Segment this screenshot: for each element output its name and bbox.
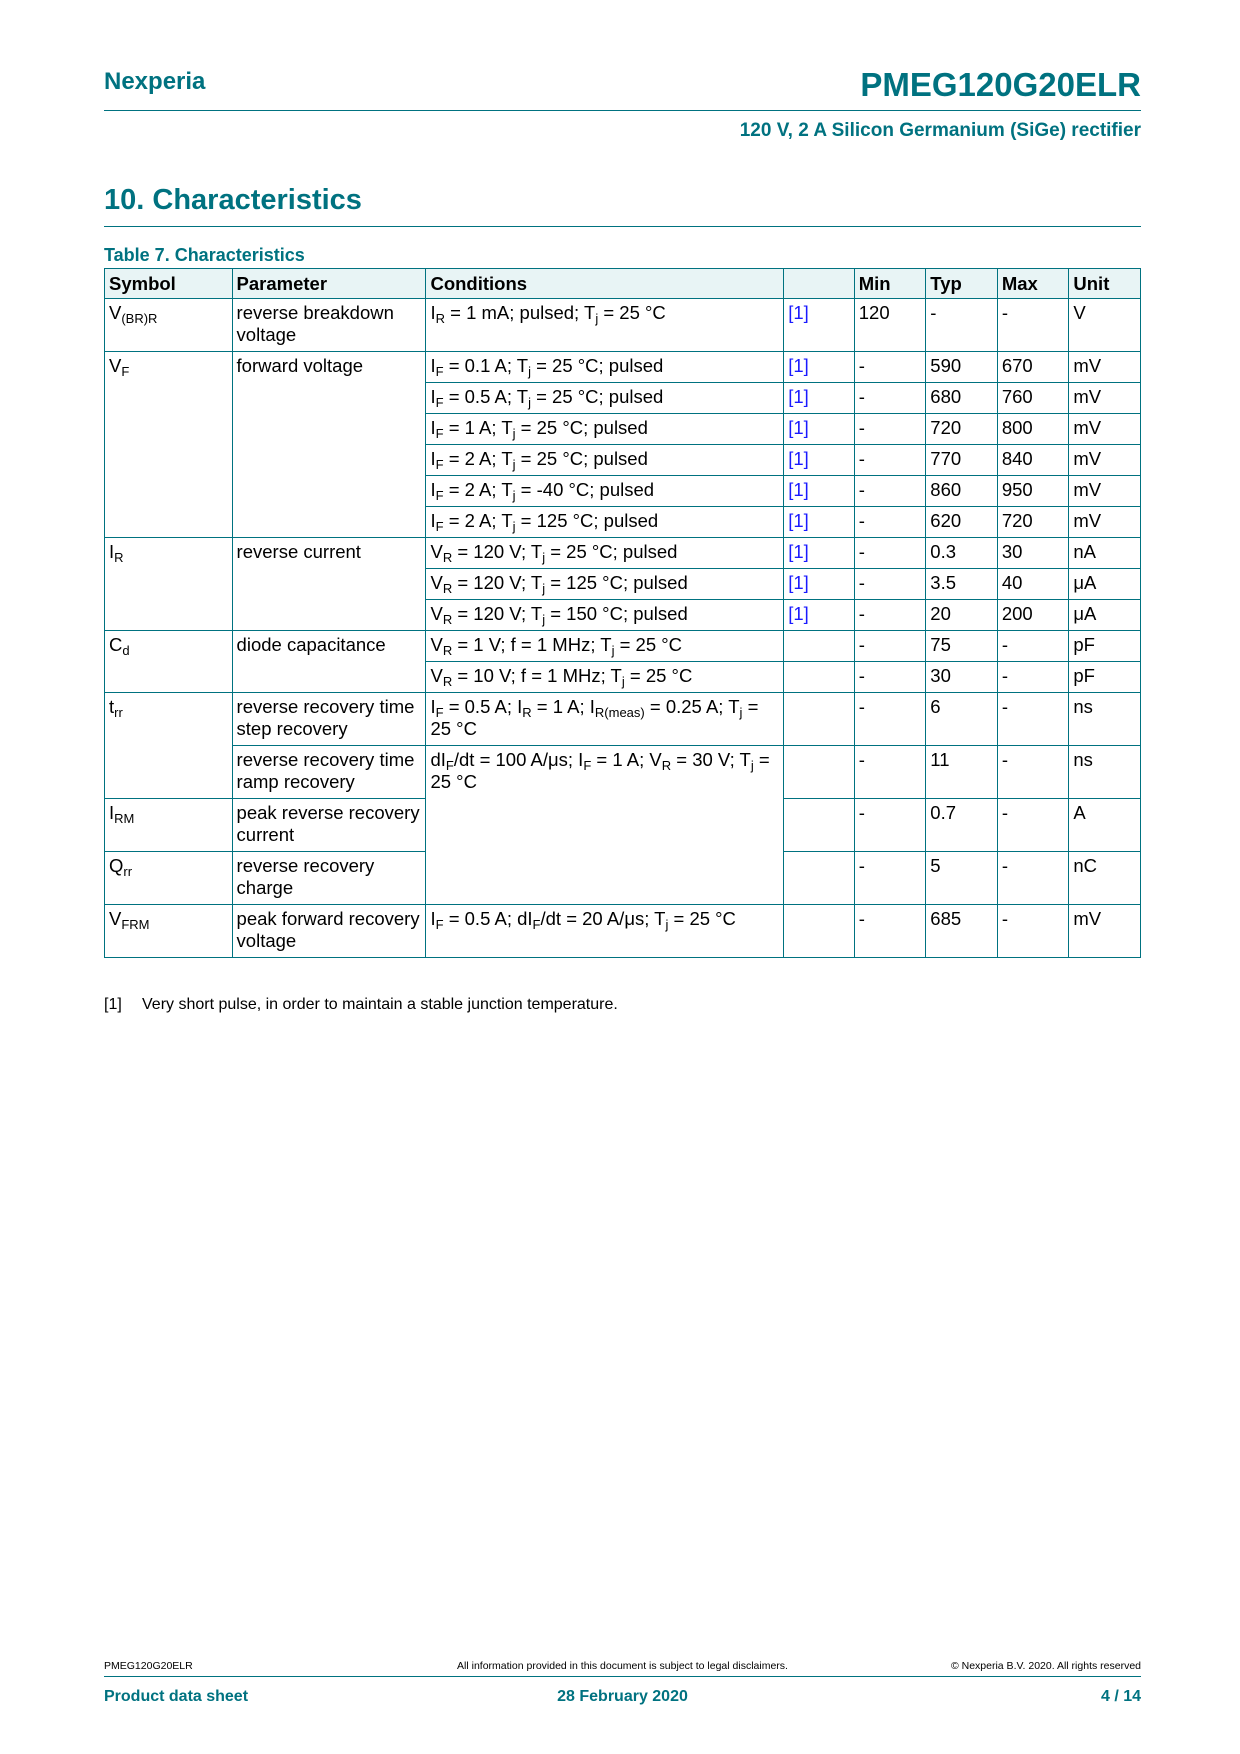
cell-min: - bbox=[854, 569, 926, 600]
cell-ref: [1] bbox=[784, 507, 855, 538]
col-header: Conditions bbox=[426, 269, 784, 299]
cell-max: 760 bbox=[997, 383, 1069, 414]
symbol-base: V bbox=[109, 355, 122, 376]
cell-parameter: diode capacitance bbox=[232, 631, 426, 693]
cell-conditions: $V_R = 120$ V; $T_j = 25$ °C; pulsed bbox=[426, 538, 784, 569]
cell-typ: 3.5 bbox=[926, 569, 998, 600]
cell-unit: nA bbox=[1069, 538, 1141, 569]
cell-parameter: peak forward recovery voltage bbox=[232, 905, 426, 958]
symbol-subscript: rr bbox=[114, 705, 123, 720]
symbol-subscript: d bbox=[122, 643, 130, 658]
col-header: Parameter bbox=[232, 269, 426, 299]
cell-ref bbox=[784, 799, 855, 852]
cell-typ: 11 bbox=[926, 746, 998, 799]
cell-unit: A bbox=[1069, 799, 1141, 852]
cell-symbol bbox=[105, 299, 233, 352]
cell-max: 840 bbox=[997, 445, 1069, 476]
cell-min: - bbox=[854, 631, 926, 662]
cell-max: - bbox=[997, 905, 1069, 958]
characteristics-table bbox=[104, 268, 1141, 958]
cell-unit: mV bbox=[1069, 414, 1141, 445]
table-caption: Table 7. Characteristics bbox=[104, 245, 305, 265]
cell-ref bbox=[784, 631, 855, 662]
cell-unit: nC bbox=[1069, 852, 1141, 905]
cell-min: - bbox=[854, 746, 926, 799]
cell-symbol bbox=[105, 905, 233, 958]
cell-unit: mV bbox=[1069, 905, 1141, 958]
table-row bbox=[105, 631, 1141, 662]
cell-max: - bbox=[997, 799, 1069, 852]
footer-date: 28 February 2020 bbox=[557, 1688, 688, 1705]
cell-ref bbox=[784, 852, 855, 905]
cell-unit: mV bbox=[1069, 445, 1141, 476]
cell-min: - bbox=[854, 538, 926, 569]
product-subtitle: 120 V, 2 A Silicon Germanium (SiGe) rectifier bbox=[739, 120, 1141, 141]
cell-typ: 6 bbox=[926, 693, 998, 746]
footer-doc-id: PMEG120G20ELR bbox=[104, 1660, 193, 1672]
symbol-subscript: F bbox=[121, 364, 130, 379]
footer-rule bbox=[104, 1676, 1141, 1677]
cell-unit: μA bbox=[1069, 569, 1141, 600]
cell-conditions: $I_F = 2$ A; $T_j = 125$ °C; pulsed bbox=[426, 507, 784, 538]
cell-min: - bbox=[854, 852, 926, 905]
cell-ref bbox=[784, 662, 855, 693]
cell-typ: 20 bbox=[926, 600, 998, 631]
footer-copyright: © Nexperia B.V. 2020. All rights reserved bbox=[950, 1660, 1141, 1672]
footnote bbox=[104, 996, 618, 1014]
cell-conditions: $I_F = 0.5$ A; $T_j = 25$ °C; pulsed bbox=[426, 383, 784, 414]
symbol-subscript: FRM bbox=[121, 917, 150, 932]
table-row bbox=[105, 746, 1141, 799]
col-header: Typ bbox=[926, 269, 998, 299]
cell-typ: 720 bbox=[926, 414, 998, 445]
cell-max: 720 bbox=[997, 507, 1069, 538]
cell-unit: V bbox=[1069, 299, 1141, 352]
footer-meta bbox=[104, 1660, 1141, 1674]
cell-ref: [1] bbox=[784, 299, 855, 352]
cell-typ: 75 bbox=[926, 631, 998, 662]
symbol-subscript: R bbox=[114, 550, 124, 565]
cell-conditions: $I_F = 0.1$ A; $T_j = 25$ °C; pulsed bbox=[426, 352, 784, 383]
cell-typ: 620 bbox=[926, 507, 998, 538]
cell-unit: μA bbox=[1069, 600, 1141, 631]
symbol-base: Q bbox=[109, 855, 124, 876]
cell-parameter: peak reverse recovery current bbox=[232, 799, 426, 852]
cell-max: 30 bbox=[997, 538, 1069, 569]
cell-symbol bbox=[105, 538, 233, 631]
footnote-label: [1] bbox=[104, 996, 122, 1013]
cell-unit: mV bbox=[1069, 507, 1141, 538]
cell-max: - bbox=[997, 662, 1069, 693]
cell-ref: [1] bbox=[784, 414, 855, 445]
footer-info bbox=[104, 1688, 1141, 1710]
table-header-row bbox=[105, 269, 1141, 299]
symbol-base: C bbox=[109, 634, 123, 655]
section-rule bbox=[104, 226, 1141, 227]
cell-min: - bbox=[854, 383, 926, 414]
cell-min: - bbox=[854, 693, 926, 746]
cell-max: 200 bbox=[997, 600, 1069, 631]
cell-max: 670 bbox=[997, 352, 1069, 383]
footer-page-number: 4 / 14 bbox=[1100, 1688, 1141, 1705]
cell-parameter: reverse current bbox=[232, 538, 426, 631]
cell-min: - bbox=[854, 476, 926, 507]
cell-conditions: $V_R = 120$ V; $T_j = 150$ °C; pulsed bbox=[426, 600, 784, 631]
cell-min: - bbox=[854, 799, 926, 852]
cell-unit: ns bbox=[1069, 693, 1141, 746]
cell-conditions: $I_F = 2$ A; $T_j = 25$ °C; pulsed bbox=[426, 445, 784, 476]
cell-typ: 770 bbox=[926, 445, 998, 476]
cell-ref bbox=[784, 905, 855, 958]
table-row bbox=[105, 693, 1141, 746]
cell-unit: mV bbox=[1069, 383, 1141, 414]
cell-typ: - bbox=[926, 299, 998, 352]
header-rule bbox=[104, 110, 1141, 111]
cell-unit: mV bbox=[1069, 476, 1141, 507]
cell-parameter: reverse breakdown voltage bbox=[232, 299, 426, 352]
col-header: Symbol bbox=[105, 269, 233, 299]
cell-typ: 685 bbox=[926, 905, 998, 958]
cell-ref: [1] bbox=[784, 383, 855, 414]
cell-ref: [1] bbox=[784, 600, 855, 631]
cell-conditions: $I_F = 1$ A; $T_j = 25$ °C; pulsed bbox=[426, 414, 784, 445]
cell-max: - bbox=[997, 746, 1069, 799]
cell-min: - bbox=[854, 445, 926, 476]
cell-symbol bbox=[105, 799, 233, 852]
cell-ref: [1] bbox=[784, 445, 855, 476]
cell-parameter: reverse recovery time ramp recovery bbox=[232, 746, 426, 799]
cell-symbol bbox=[105, 631, 233, 693]
cell-min: - bbox=[854, 600, 926, 631]
cell-ref bbox=[784, 746, 855, 799]
table-row bbox=[105, 299, 1141, 352]
cell-max: - bbox=[997, 852, 1069, 905]
cell-conditions: $I_R = 1$ mA; pulsed; $T_j = 25$ °C bbox=[426, 299, 784, 352]
cell-max: - bbox=[997, 631, 1069, 662]
cell-parameter: reverse recovery time step recovery bbox=[232, 693, 426, 746]
cell-ref: [1] bbox=[784, 538, 855, 569]
cell-conditions: $V_R = 120$ V; $T_j = 125$ °C; pulsed bbox=[426, 569, 784, 600]
cell-unit: pF bbox=[1069, 631, 1141, 662]
cell-typ: 30 bbox=[926, 662, 998, 693]
cell-max: 800 bbox=[997, 414, 1069, 445]
cell-conditions: $I_F = 0.5$ A; $dI_F/dt = 20$ A/μs; $T_j = 25$ °C bbox=[426, 905, 784, 958]
cell-max: 40 bbox=[997, 569, 1069, 600]
cell-typ: 590 bbox=[926, 352, 998, 383]
symbol-base: I bbox=[109, 541, 115, 562]
symbol-base: t bbox=[109, 696, 115, 717]
product-id: PMEG120G20ELR bbox=[860, 66, 1141, 103]
cell-typ: 0.7 bbox=[926, 799, 998, 852]
footer-doc-type: Product data sheet bbox=[104, 1688, 249, 1705]
cell-typ: 5 bbox=[926, 852, 998, 905]
symbol-subscript: rr bbox=[123, 864, 133, 879]
cell-min: - bbox=[854, 414, 926, 445]
footer-disclaimer: All information provided in this document is subject to legal disclaimers. bbox=[457, 1660, 788, 1672]
symbol-base: V bbox=[109, 908, 122, 929]
cell-conditions: $I_F = 2$ A; $T_j = -40$ °C; pulsed bbox=[426, 476, 784, 507]
col-header: Unit bbox=[1069, 269, 1141, 299]
cell-conditions: $I_F = 0.5$ A; $I_R = 1$ A; $I_{R(meas)} = 0.25$ A; $T_j = 25$ °C bbox=[426, 693, 784, 746]
col-header bbox=[784, 269, 855, 299]
cell-symbol bbox=[105, 693, 233, 799]
cell-ref: [1] bbox=[784, 352, 855, 383]
section-title: 10. Characteristics bbox=[104, 184, 362, 216]
footnote-text: Very short pulse, in order to maintain a stable junction temperature. bbox=[142, 996, 618, 1013]
table-row bbox=[105, 905, 1141, 958]
cell-symbol bbox=[105, 852, 233, 905]
table-row bbox=[105, 538, 1141, 569]
cell-min: - bbox=[854, 905, 926, 958]
col-header: Max bbox=[997, 269, 1069, 299]
cell-min: - bbox=[854, 662, 926, 693]
cell-typ: 0.3 bbox=[926, 538, 998, 569]
cell-min: - bbox=[854, 507, 926, 538]
cell-symbol bbox=[105, 352, 233, 538]
symbol-subscript: RM bbox=[114, 811, 135, 826]
table-row bbox=[105, 352, 1141, 383]
cell-unit: mV bbox=[1069, 352, 1141, 383]
cell-typ: 680 bbox=[926, 383, 998, 414]
cell-parameter: forward voltage bbox=[232, 352, 426, 538]
cell-ref: [1] bbox=[784, 569, 855, 600]
cell-conditions: $dI_F/dt = 100$ A/μs; $I_F = 1$ A; $V_R = 30$ V; $T_j = 25$ °C bbox=[426, 746, 784, 905]
cell-unit: pF bbox=[1069, 662, 1141, 693]
symbol-subscript: (BR)R bbox=[121, 311, 158, 326]
cell-unit: ns bbox=[1069, 746, 1141, 799]
cell-typ: 860 bbox=[926, 476, 998, 507]
symbol-base: V bbox=[109, 302, 122, 323]
cell-parameter: reverse recovery charge bbox=[232, 852, 426, 905]
brand-name: Nexperia bbox=[104, 68, 206, 95]
symbol-base: I bbox=[109, 802, 115, 823]
cell-ref bbox=[784, 693, 855, 746]
cell-max: 950 bbox=[997, 476, 1069, 507]
cell-max: - bbox=[997, 299, 1069, 352]
cell-min: 120 bbox=[854, 299, 926, 352]
col-header: Min bbox=[854, 269, 926, 299]
cell-ref: [1] bbox=[784, 476, 855, 507]
cell-min: - bbox=[854, 352, 926, 383]
cell-max: - bbox=[997, 693, 1069, 746]
cell-conditions: $V_R = 10$ V; f = 1 MHz; $T_j = 25$ °C bbox=[426, 662, 784, 693]
cell-conditions: $V_R = 1$ V; f = 1 MHz; $T_j = 25$ °C bbox=[426, 631, 784, 662]
